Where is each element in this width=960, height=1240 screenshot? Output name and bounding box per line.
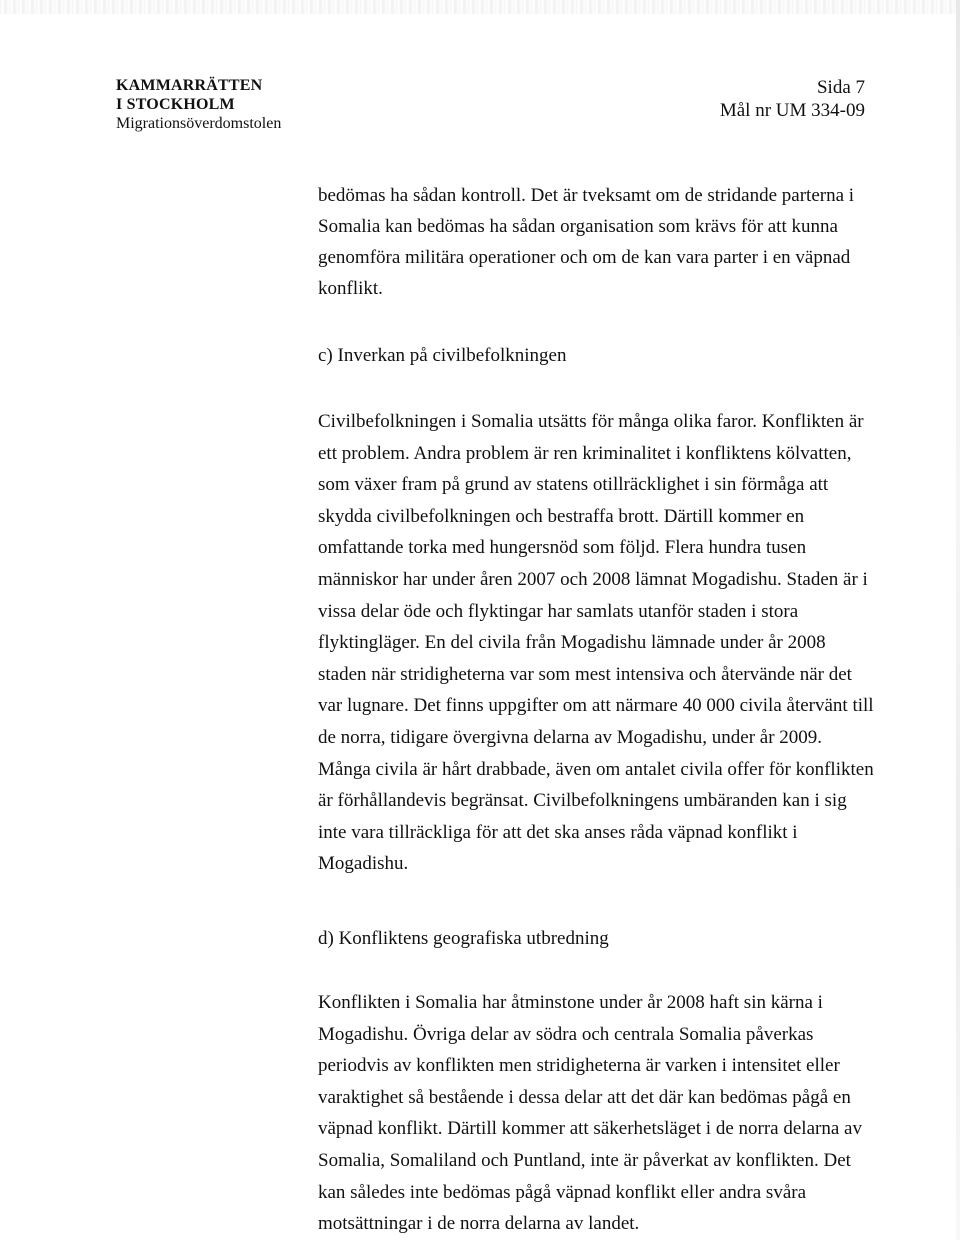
text-line: staden när stridigheterna var som mest intensiva och återvände när det	[318, 663, 852, 685]
court-name-line1: KAMMARRÄTTEN	[116, 77, 263, 94]
text-line: som växer fram på grund av statens otillräcklighet i sin förmåga att	[318, 474, 829, 496]
text-line: inte vara tillräckliga för att det ska anses råda väpnad konflikt i	[318, 821, 798, 843]
text-line: omfattande torka med hungersnöd som följd. Flera hundra tusen	[318, 537, 807, 559]
text-line: flyktingläger. En del civila från Mogadishu lämnade under år 2008	[318, 632, 826, 654]
scan-edge-right	[956, 0, 960, 1240]
court-header	[116, 76, 281, 133]
text-line: Somalia, Somaliland och Puntland, inte är påverkat av konflikten. Det	[318, 1149, 851, 1171]
text-line: motsättningar i de norra delarna av landet.	[318, 1213, 640, 1235]
paragraph-control	[318, 180, 878, 304]
paragraph-geography	[318, 987, 878, 1240]
text-line: skydda civilbefolkningen och bestraffa brott. Därtill kommer en	[318, 505, 805, 527]
text-line: är förhållandevis begränsat. Civilbefolkningens umbäranden kan i sig	[318, 790, 847, 812]
scan-edge-top	[0, 0, 960, 14]
text-line: väpnad konflikt. Därtill kommer att säkerhetsläget i de norra delarna av	[318, 1118, 862, 1140]
text-line: var lugnare. Det finns uppgifter om att närmare 40 000 civila återvänt till	[318, 695, 874, 717]
text-line: ett problem. Andra problem är ren kriminalitet i konfliktens kölvatten,	[318, 442, 852, 464]
text-line: vissa delar öde och flyktingar har samlats utanför staden i stora	[318, 600, 799, 622]
text-line: kan således inte bedömas pågå väpnad konflikt eller andra svåra	[318, 1181, 807, 1203]
text-line: de norra, tidigare övergivna delarna av Mogadishu, under år 2009.	[318, 726, 823, 748]
section-heading-d: d) Konfliktens geografiska utbredning	[318, 928, 609, 949]
text-line: konflikt.	[318, 278, 383, 299]
paragraph-civilians	[318, 406, 878, 880]
text-line: genomföra militära operationer och om de kan vara parter i en väpnad	[318, 247, 851, 268]
section-heading-c: c) Inverkan på civilbefolkningen	[318, 345, 567, 366]
text-line: periodvis av konflikten men stridigheterna är varken i intensitet eller	[318, 1055, 840, 1077]
page-number: Sida 7	[816, 77, 865, 98]
text-line: Somalia kan bedömas ha sådan organisation som krävs för att kunna	[318, 216, 838, 237]
case-number: Mål nr UM 334-09	[719, 100, 865, 121]
court-name-line2: I STOCKHOLM	[116, 96, 235, 113]
text-line: Många civila är hårt drabbade, även om antalet civila offer för konflikten	[318, 758, 874, 780]
page-info	[720, 76, 865, 122]
text-line: Mogadishu. Övriga delar av södra och centrala Somalia påverkas	[318, 1023, 814, 1045]
text-line: bedömas ha sådan kontroll. Det är tveksamt om de stridande parterna i	[318, 185, 855, 206]
text-line: Konflikten i Somalia har åtminstone under år 2008 haft sin kärna i	[318, 992, 823, 1013]
text-line: varaktighet så bestående i dessa delar att det där kan bedömas pågå en	[318, 1086, 851, 1108]
text-line: Mogadishu.	[318, 853, 409, 875]
text-line: Civilbefolkningen i Somalia utsätts för många olika faror. Konflikten är	[318, 411, 864, 432]
court-division: Migrationsöverdomstolen	[116, 115, 282, 132]
text-line: människor har under åren 2007 och 2008 lämnat Mogadishu. Staden är i	[318, 568, 868, 590]
